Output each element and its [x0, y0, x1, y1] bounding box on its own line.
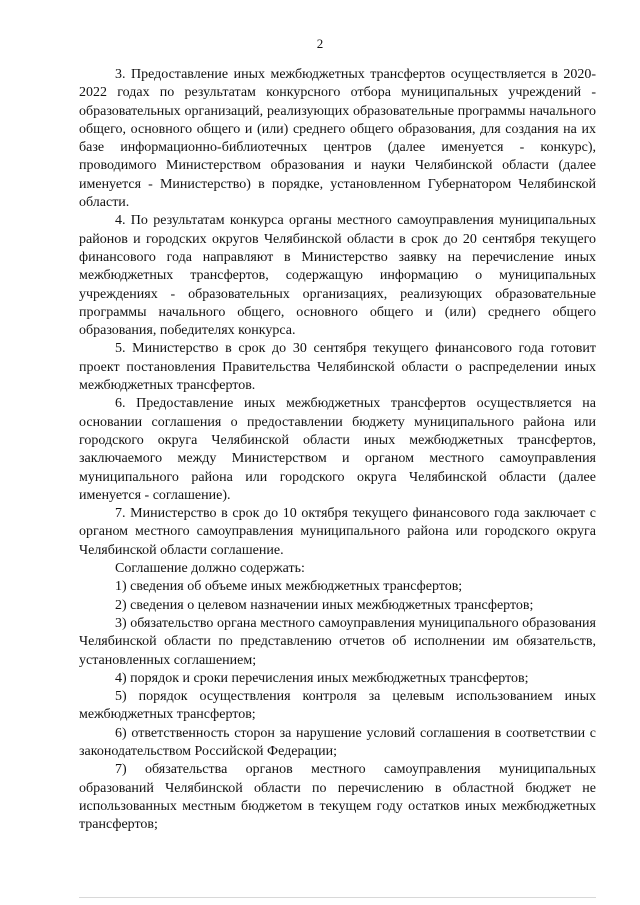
paragraph-7: 7. Министерство в срок до 10 октября текущего финансового года заключает с органом местного самоуправления муниципального района или городского округа Челябинской области соглашение. — [79, 506, 596, 558]
agreement-item-3: 3) обязательство органа местного самоуправления муниципального образования Челябинской области по представлению отчетов об исполнении им обязательств, установленных соглашением; — [79, 615, 596, 668]
agreement-item-4: 4) порядок и сроки перечисления иных межбюджетных трансфертов; — [115, 670, 529, 686]
footer-divider — [79, 897, 596, 898]
agreement-intro: Соглашение должно содержать: — [115, 561, 305, 577]
agreement-item-1: 1) сведения об объеме иных межбюджетных трансфертов; — [115, 579, 463, 595]
paragraph-4: 4. По результатам конкурса органы местного самоуправления муниципальных районов и городских округов Челябинской области в срок до 20 сентября текущего финансового года направляют в Министерство заявку на перечисление иных межбюджетных трансфертов, содержащую информацию о муниципальных учреждениях - образовательных организациях, реализующих образовательные программы начального общего, основного общего и (или) среднего общего образования, победителях конкурса. — [79, 213, 596, 339]
document-body — [79, 66, 596, 834]
agreement-item-2: 2) сведения о целевом назначении иных межбюджетных трансфертов; — [115, 597, 534, 613]
agreement-item-5: 5) порядок осуществления контроля за целевым использованием иных межбюджетных трансфертов; — [79, 689, 596, 723]
page-number: 2 — [316, 36, 324, 51]
paragraph-5: 5. Министерство в срок до 30 сентября текущего финансового года готовит проект постановления Правительства Челябинской области о распределении иных межбюджетных трансфертов. — [79, 341, 596, 394]
paragraph-3: 3. Предоставление иных межбюджетных трансфертов осуществляется в 2020-2022 годах по результатам конкурсного отбора муниципальных учреждений - образовательных организаций, реализующих образовательные программы начального общего, основного общего и (или) среднего общего образования, для создания на их базе информационно-библиотечных центров (далее именуется - конкурс), проводимого Министерством образования и науки Челябинской области (далее именуется - Министерство) в порядке, установленном Губернатором Челябинской области. — [79, 67, 596, 211]
agreement-item-6: 6) ответственность сторон за нарушение условий соглашения в соответствии с законодательством Российской Федерации; — [79, 725, 596, 759]
agreement-item-7: 7) обязательства органов местного самоуправления муниципальных образований Челябинской области по перечислению в областной бюджет не использованных местным бюджетом в текущем году остатков иных межбюджетных трансфертов; — [79, 762, 596, 833]
paragraph-6: 6. Предоставление иных межбюджетных трансфертов осуществляется на основании соглашения о предоставлении бюджету муниципального района или городского округа Челябинской области иных межбюджетных трансфертов, заключаемого между Министерством и органом местного самоуправления муниципального района или городского округа Челябинской области (далее именуется - соглашение). — [79, 396, 596, 503]
